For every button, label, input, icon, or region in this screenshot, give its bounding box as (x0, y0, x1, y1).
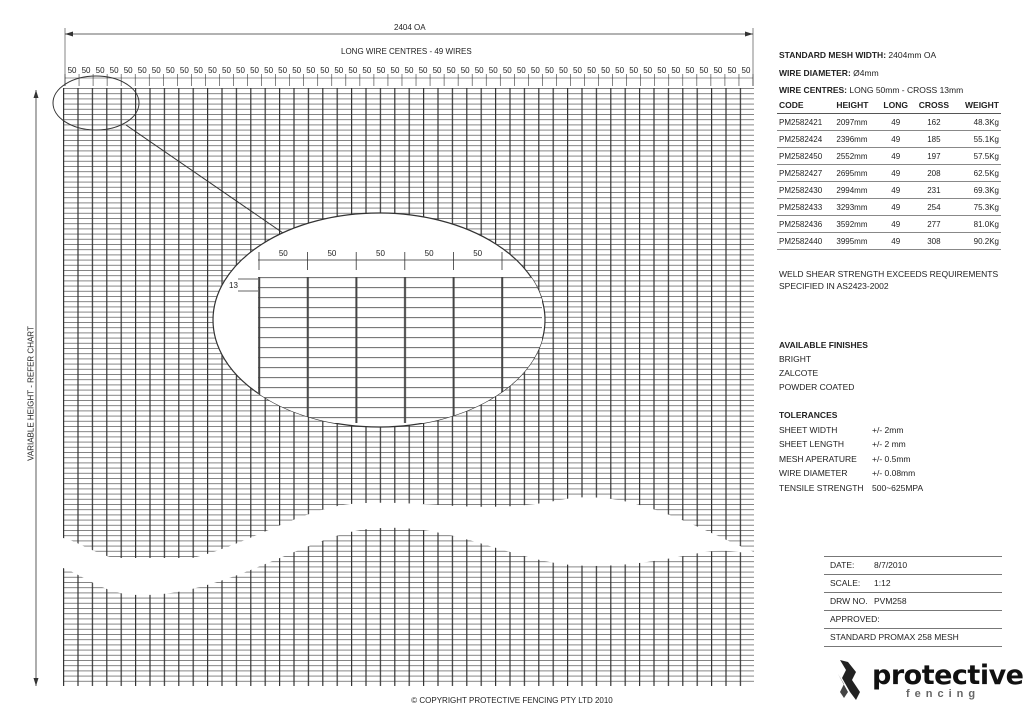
pitch-label: 50 (741, 66, 751, 75)
table-cell: 49 (878, 199, 913, 216)
pitch-label: 50 (516, 66, 526, 75)
table-cell: 81.0Kg (955, 216, 1001, 233)
table-row (777, 216, 1001, 233)
table-cell: PM2582427 (777, 165, 834, 182)
wire-centres-spec: WIRE CENTRES: LONG 50mm - CROSS 13mm (779, 85, 964, 95)
table-cell: 69.3Kg (955, 182, 1001, 199)
finish-item: ZALCOTE (779, 368, 819, 378)
pitch-label: 50 (362, 66, 372, 75)
tolerance-value: +/- 0.5mm (872, 454, 911, 464)
finishes-heading: AVAILABLE FINISHES (779, 340, 868, 350)
table-header-row (777, 98, 1001, 114)
table-row (777, 131, 1001, 148)
pitch-label: 50 (587, 66, 596, 75)
pitch-label: 50 (207, 66, 217, 75)
title-row-title (824, 629, 1002, 647)
pitch-label: 50 (376, 66, 386, 75)
table-cell: 75.3Kg (955, 199, 1001, 216)
table-row (777, 114, 1001, 131)
table-cell: PM2582450 (777, 148, 834, 165)
detail-view (213, 213, 545, 427)
table-row (777, 182, 1001, 199)
copyright-text: © COPYRIGHT PROTECTIVE FENCING PTY LTD 2010 (411, 696, 613, 705)
pitch-label: 50 (123, 66, 133, 75)
table-cell: PM2582433 (777, 199, 834, 216)
pitch-label: 50 (95, 66, 105, 75)
tolerance-label: SHEET WIDTH (779, 425, 838, 435)
long-wire-label: LONG WIRE CENTRES - 49 WIRES (341, 47, 472, 56)
table-row (777, 233, 1001, 250)
table-cell: 185 (913, 131, 955, 148)
table-cell: 254 (913, 199, 955, 216)
pitch-label: 50 (278, 66, 288, 75)
detail-pitch-label: 50 (278, 249, 288, 258)
table-cell: 2396mm (834, 131, 878, 148)
product-table (777, 98, 1001, 250)
finish-item: BRIGHT (779, 354, 812, 364)
pitch-label: 50 (292, 66, 302, 75)
pitch-label: 50 (615, 66, 625, 75)
table-cell: PM2582421 (777, 114, 834, 131)
pitch-label: 50 (488, 66, 498, 75)
pitch-label: 50 (236, 66, 245, 75)
wire-diameter-spec: WIRE DIAMETER: Ø4mm (779, 68, 879, 78)
table-cell: 2097mm (834, 114, 878, 131)
pitch-label: 50 (404, 66, 414, 75)
table-cell: 48.3Kg (955, 114, 1001, 131)
title-row-date (824, 557, 1002, 575)
col-cross: CROSS (913, 98, 955, 114)
pitch-label: 50 (306, 66, 316, 75)
table-row (777, 199, 1001, 216)
table-row (777, 165, 1001, 182)
pitch-label: 50 (264, 66, 274, 75)
detail-pitch-label: 50 (424, 249, 434, 258)
detail-pitch-label: 50 (327, 249, 337, 258)
pitch-label: 50 (432, 66, 442, 75)
overall-width-label: 2404 OA (394, 23, 426, 32)
table-cell: 57.5Kg (955, 148, 1001, 165)
pitch-label: 50 (151, 66, 161, 75)
table-cell: 2994mm (834, 182, 878, 199)
table-cell: PM2582430 (777, 182, 834, 199)
scale-label: SCALE: (830, 578, 861, 588)
pitch-label: 50 (530, 66, 540, 75)
drw-value: PVM258 (874, 596, 907, 606)
pitch-label: 50 (727, 66, 737, 75)
pitch-label: 50 (643, 66, 653, 75)
table-cell: 308 (913, 233, 955, 250)
pitch-label: 50 (474, 66, 484, 75)
pitch-label: 50 (320, 66, 330, 75)
pitch-label: 50 (137, 66, 147, 75)
table-cell: 55.1Kg (955, 131, 1001, 148)
table-cell: 49 (878, 114, 913, 131)
table-cell: 162 (913, 114, 955, 131)
col-weight: WEIGHT (955, 98, 1001, 114)
title-row-scale (824, 575, 1002, 593)
tolerance-label: WIRE DIAMETER (779, 468, 848, 478)
table-cell: 90.2Kg (955, 233, 1001, 250)
pitch-label: 50 (699, 66, 709, 75)
title-block (824, 556, 1002, 643)
table-cell: PM2582440 (777, 233, 834, 250)
pitch-label: 50 (713, 66, 723, 75)
date-label: DATE: (830, 560, 855, 570)
pitch-label: 50 (460, 66, 470, 75)
drawing-title: STANDARD PROMAX 258 MESH (830, 632, 959, 642)
pitch-label: 50 (685, 66, 695, 75)
pitch-label: 50 (629, 66, 639, 75)
col-code: CODE (777, 98, 834, 114)
table-cell: 62.5Kg (955, 165, 1001, 182)
title-row-approved (824, 611, 1002, 629)
pitch-label: 50 (250, 66, 259, 75)
pitch-label: 50 (334, 66, 344, 75)
tolerance-label: MESH APERATURE (779, 454, 857, 464)
tolerance-label: TENSILE STRENGTH (779, 483, 864, 493)
pitch-label: 50 (671, 66, 681, 75)
table-row (777, 148, 1001, 165)
pitch-label: 50 (446, 66, 456, 75)
table-cell: 2695mm (834, 165, 878, 182)
pitch-label: 50 (418, 66, 428, 75)
logo-subtitle: fencing (906, 688, 981, 700)
pitch-label: 50 (657, 66, 667, 75)
pitch-label: 50 (573, 66, 582, 75)
table-cell: 3293mm (834, 199, 878, 216)
table-cell: 3995mm (834, 233, 878, 250)
col-height: HEIGHT (834, 98, 878, 114)
pitch-label: 50 (348, 66, 358, 75)
tolerance-value: +/- 0.08mm (872, 468, 916, 478)
table-cell: 231 (913, 182, 955, 199)
tolerance-value: +/- 2mm (872, 425, 904, 435)
pitch-label: 50 (222, 66, 231, 75)
table-cell: 2552mm (834, 148, 878, 165)
pitch-label: 50 (109, 66, 119, 75)
pitch-label: 50 (558, 66, 568, 75)
logo-wordmark: protective (872, 660, 1024, 691)
col-long: LONG (878, 98, 913, 114)
table-cell: PM2582436 (777, 216, 834, 233)
pitch-label: 50 (544, 66, 554, 75)
detail-pitch-label: 50 (473, 249, 483, 258)
tolerances-heading: TOLERANCES (779, 410, 838, 420)
table-cell: 49 (878, 216, 913, 233)
pitch-label: 50 (179, 66, 189, 75)
table-cell: 208 (913, 165, 955, 182)
pitch-label: 50 (193, 66, 203, 75)
table-cell: 3592mm (834, 216, 878, 233)
table-cell: 197 (913, 148, 955, 165)
date-value: 8/7/2010 (874, 560, 908, 570)
height-label: VARIABLE HEIGHT - REFER CHART (27, 314, 36, 474)
pitch-label: 50 (601, 66, 611, 75)
pitch-label: 50 (81, 66, 91, 75)
detail-pitch-label: 50 (376, 249, 385, 258)
table-cell: 49 (878, 148, 913, 165)
title-row-drawing (824, 593, 1002, 611)
finish-item: POWDER COATED (779, 382, 855, 392)
pitch-label: 50 (67, 66, 77, 75)
pitch-dimension-row (65, 74, 753, 86)
mesh-width-spec: STANDARD MESH WIDTH: 2404mm OA (779, 50, 937, 60)
table-cell: PM2582424 (777, 131, 834, 148)
drw-label: DRW NO. (830, 596, 868, 606)
tolerance-value: +/- 2 mm (872, 439, 906, 449)
table-cell: 49 (878, 131, 913, 148)
tolerance-value: 500~625MPA (872, 483, 924, 493)
table-cell: 49 (878, 233, 913, 250)
weld-note: WELD SHEAR STRENGTH EXCEEDS REQUIREMENTS SPECIFIED IN AS2423-2002 (779, 269, 999, 291)
pitch-label: 50 (165, 66, 175, 75)
tolerance-label: SHEET LENGTH (779, 439, 845, 449)
overall-width-dimension (65, 28, 753, 86)
pitch-label: 50 (502, 66, 512, 75)
scale-value: 1:12 (874, 578, 891, 588)
detail-cross-label: 13 (229, 281, 238, 290)
table-cell: 49 (878, 182, 913, 199)
table-cell: 277 (913, 216, 955, 233)
table-cell: 49 (878, 165, 913, 182)
approved-label: APPROVED: (830, 614, 880, 624)
pitch-label: 50 (390, 66, 400, 75)
